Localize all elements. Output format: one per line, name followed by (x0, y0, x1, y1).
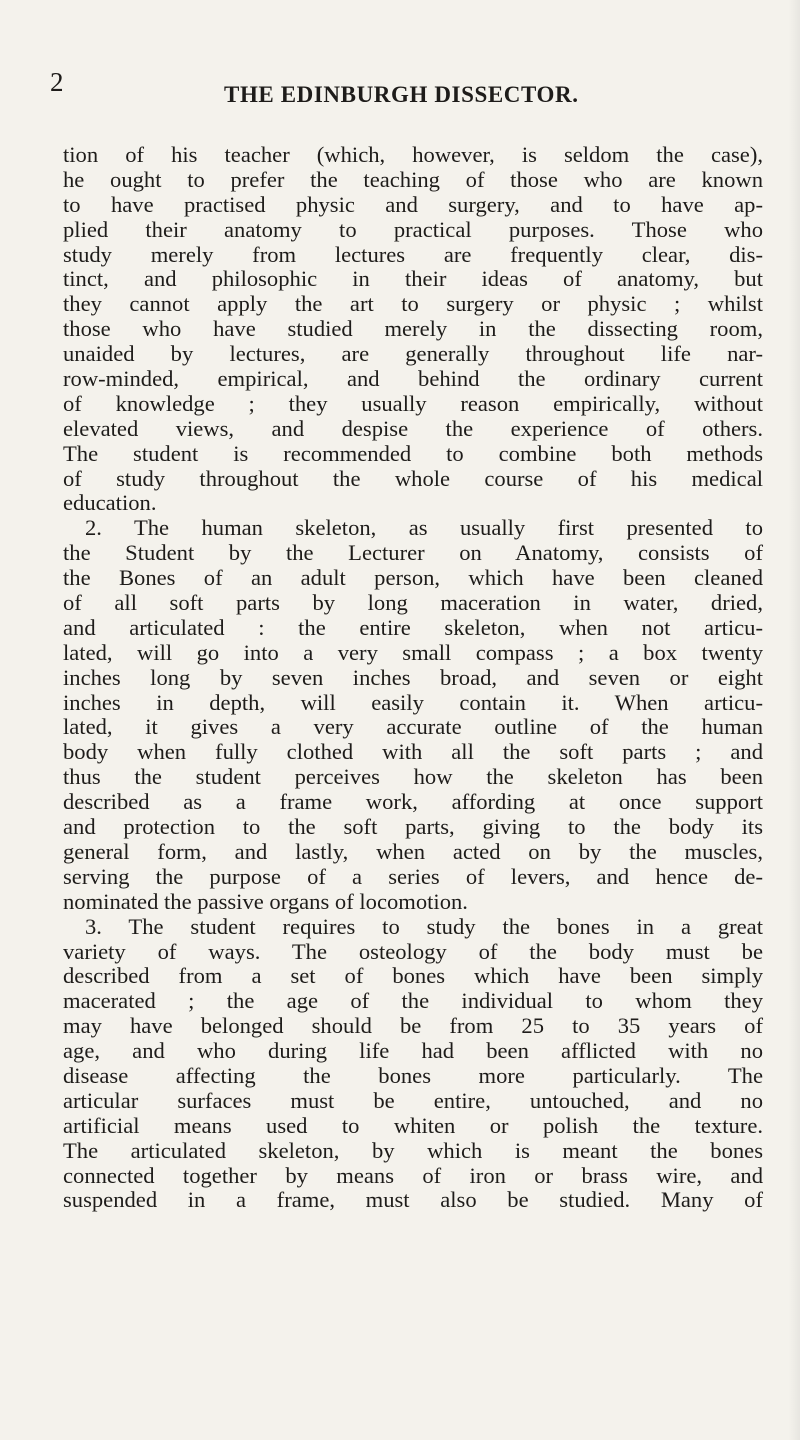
text-line: age, and who during life had been afflicted with no (63, 1038, 763, 1064)
text-line: tinct, and philosophic in their ideas of anatomy, but (63, 266, 763, 292)
text-line: education. (63, 490, 157, 516)
text-line: of study throughout the whole course of his medical (63, 465, 763, 491)
running-title: THE EDINBURGH DISSECTOR. (224, 82, 579, 107)
text-line: The articulated skeleton, by which is meant the bones (63, 1137, 763, 1163)
text-line: The student is recommended to combine both methods (63, 440, 763, 466)
text-line: the Bones of an adult person, which have been cleaned (63, 565, 763, 591)
text-line: tion of his teacher (which, however, is seldom the case), (63, 142, 763, 167)
text-line: study merely from lectures are frequently clear, dis- (63, 241, 763, 267)
text-line: connected together by means of iron or brass wire, and (63, 1162, 763, 1188)
text-line: articular surfaces must be entire, untouched, and no (63, 1087, 763, 1113)
text-line: nominated the passive organs of locomotion. (63, 888, 468, 914)
text-line: 2. The human skeleton, as usually first presented to (85, 515, 763, 541)
text-line: of all soft parts by long maceration in water, dried, (63, 590, 763, 616)
text-line: artificial means used to whiten or polish the texture. (63, 1112, 763, 1138)
body-text (63, 143, 763, 1213)
text-line: variety of ways. The osteology of the body must be (63, 938, 763, 964)
text-line: general form, and lastly, when acted on by the muscles, (63, 838, 763, 864)
text-line: macerated ; the age of the individual to whom they (63, 988, 763, 1014)
text-line: plied their anatomy to practical purposes. Those who (63, 216, 763, 242)
text-line: those who have studied merely in the dissecting room, (63, 316, 763, 342)
page-edge-shadow (788, 0, 800, 1440)
text-line: may have belonged should be from 25 to 35 years of (63, 1013, 763, 1039)
text-line: he ought to prefer the teaching of those who are known (63, 166, 763, 192)
text-line: row-minded, empirical, and behind the ordinary current (63, 366, 763, 392)
text-line: inches long by seven inches broad, and seven or eight (63, 664, 763, 690)
text-line: elevated views, and despise the experience of others. (63, 415, 763, 441)
text-line: serving the purpose of a series of levers, and hence de- (63, 863, 763, 889)
text-line: unaided by lectures, are generally throughout life nar- (63, 341, 763, 367)
text-line: lated, will go into a very small compass ; a box twenty (63, 639, 763, 665)
text-line: the Student by the Lecturer on Anatomy, consists of (63, 540, 763, 566)
text-line: they cannot apply the art to surgery or physic ; whilst (63, 291, 763, 317)
text-line: described from a set of bones which have been simply (63, 963, 763, 989)
page-number: 2 (50, 67, 64, 97)
text-line: 3. The student requires to study the bones in a great (85, 913, 763, 939)
text-line: body when fully clothed with all the soft parts ; and (63, 739, 763, 765)
text-line: and protection to the soft parts, giving to the body its (63, 814, 763, 840)
text-line: suspended in a frame, must also be studied. Many of (63, 1187, 763, 1213)
text-line: inches in depth, will easily contain it. When articu- (63, 689, 763, 715)
text-line: lated, it gives a very accurate outline of the human (63, 714, 763, 740)
text-line: of knowledge ; they usually reason empirically, without (63, 390, 763, 416)
text-line: thus the student perceives how the skeleton has been (63, 764, 763, 790)
text-line: to have practised physic and surgery, and to have ap- (63, 191, 763, 217)
text-line: described as a frame work, affording at once support (63, 789, 763, 815)
text-line: and articulated : the entire skeleton, when not articu- (63, 614, 763, 640)
text-line: disease affecting the bones more particularly. The (63, 1062, 763, 1088)
